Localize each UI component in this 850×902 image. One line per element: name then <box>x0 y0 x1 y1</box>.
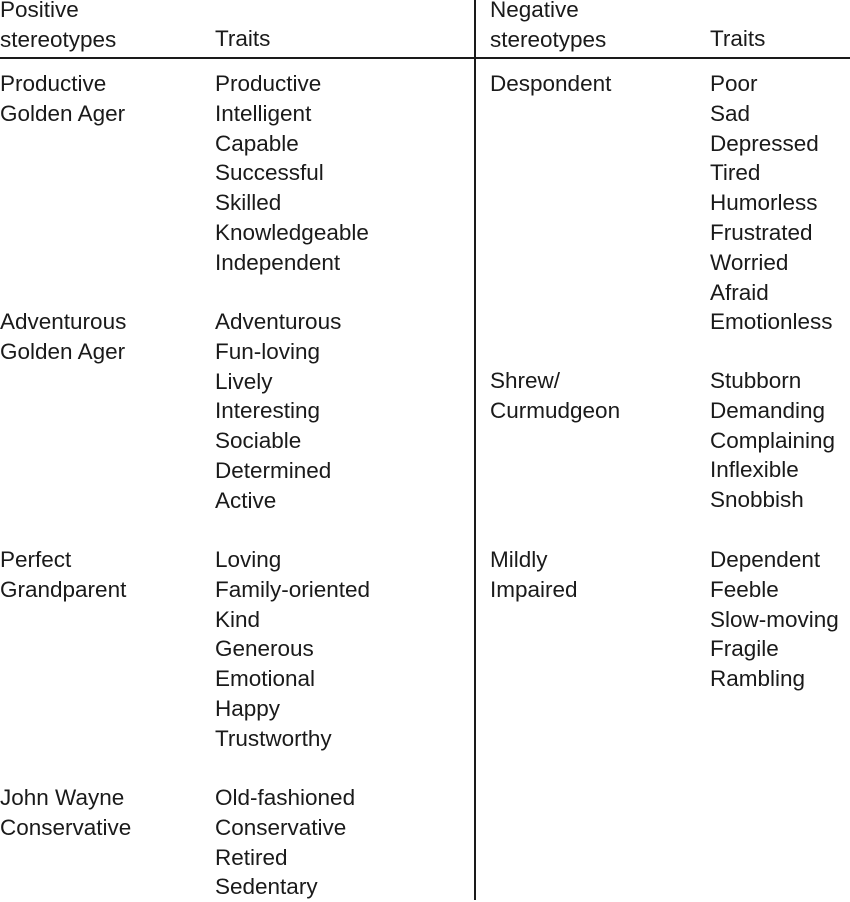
stereotype-label <box>0 783 131 843</box>
trait-item: Inflexible <box>710 457 799 483</box>
header-text: stereotypes <box>490 26 607 52</box>
trait-item: Old-fashioned <box>215 785 356 810</box>
trait-list <box>710 366 835 515</box>
header-positive-traits <box>215 24 270 54</box>
trait-item: Generous <box>215 636 314 662</box>
stereotype-label-line: Shrew/ <box>490 368 561 393</box>
trait-item: Conservative <box>215 814 347 840</box>
stereotype-label <box>0 69 125 129</box>
trait-item: Frustrated <box>710 219 813 245</box>
trait-item: Afraid <box>710 279 769 305</box>
stereotype-label-line: Impaired <box>490 576 578 602</box>
trait-item: Lively <box>215 368 273 394</box>
trait-item: Skilled <box>215 190 282 216</box>
trait-item: Tired <box>710 160 761 186</box>
trait-item: Intelligent <box>215 100 312 126</box>
header-positive-stereotypes <box>0 0 116 55</box>
trait-item: Capable <box>215 130 299 156</box>
trait-item: Sad <box>710 100 751 126</box>
header-text: stereotypes <box>0 26 117 52</box>
stereotype-label-line: Curmudgeon <box>490 397 621 423</box>
trait-item: Stubborn <box>710 368 802 393</box>
header-text: Traits <box>215 26 271 51</box>
trait-item: Slow-moving <box>710 606 839 632</box>
stereotype-label-line: Golden Ager <box>0 338 126 364</box>
stereotype-label <box>490 545 578 605</box>
stereotype-label-line: Conservative <box>0 814 132 840</box>
stereotype-label <box>0 307 126 367</box>
stereotype-label-line: Adventurous <box>0 309 127 334</box>
trait-item: Active <box>215 487 277 513</box>
trait-item: Family-oriented <box>215 576 371 602</box>
header-text: Traits <box>710 26 766 51</box>
stereotype-label <box>0 545 126 605</box>
column-divider <box>474 0 476 900</box>
trait-item: Determined <box>215 457 332 483</box>
trait-item: Successful <box>215 160 324 186</box>
trait-item: Productive <box>215 71 322 96</box>
stereotype-label-line: Golden Ager <box>0 100 126 126</box>
trait-list <box>710 69 833 337</box>
trait-item: Demanding <box>710 397 826 423</box>
trait-list <box>215 69 369 278</box>
trait-item: Kind <box>215 606 261 632</box>
stereotype-label <box>490 366 620 426</box>
stereotype-label-line: Despondent <box>490 71 612 96</box>
table-header <box>0 0 850 58</box>
trait-item: Fragile <box>710 636 779 662</box>
header-negative-stereotypes <box>490 0 606 55</box>
trait-item: Adventurous <box>215 309 342 334</box>
trait-item: Sociable <box>215 428 302 454</box>
trait-item: Snobbish <box>710 487 804 513</box>
trait-item: Poor <box>710 71 758 96</box>
stereotype-label <box>490 69 611 99</box>
trait-item: Knowledgeable <box>215 219 369 245</box>
trait-item: Interesting <box>215 398 321 424</box>
trait-item: Retired <box>215 844 288 870</box>
trait-item: Depressed <box>710 130 819 156</box>
trait-item: Dependent <box>710 547 821 572</box>
trait-item: Sedentary <box>215 874 318 900</box>
trait-item: Independent <box>215 249 341 275</box>
trait-item: Rambling <box>710 666 806 692</box>
trait-item: Fun-loving <box>215 338 321 364</box>
trait-list <box>710 545 839 694</box>
header-divider <box>0 57 850 59</box>
stereotype-label-line: Productive <box>0 71 107 96</box>
trait-item: Emotionless <box>710 309 833 335</box>
trait-item: Emotional <box>215 666 316 692</box>
trait-item: Feeble <box>710 576 779 602</box>
trait-list <box>215 307 341 516</box>
trait-item: Complaining <box>710 427 836 453</box>
stereotype-label-line: John Wayne <box>0 785 125 810</box>
header-text: Negative <box>490 0 579 22</box>
trait-list <box>215 783 355 902</box>
trait-item: Trustworthy <box>215 725 332 751</box>
trait-item: Worried <box>710 249 789 275</box>
header-negative-traits <box>710 24 765 54</box>
trait-item: Humorless <box>710 190 818 216</box>
stereotype-label-line: Perfect <box>0 547 72 572</box>
stereotype-label-line: Mildly <box>490 547 548 572</box>
header-text: Positive <box>0 0 79 22</box>
trait-item: Loving <box>215 547 282 572</box>
trait-item: Happy <box>215 695 281 721</box>
trait-list <box>215 545 370 754</box>
stereotype-label-line: Grandparent <box>0 576 127 602</box>
